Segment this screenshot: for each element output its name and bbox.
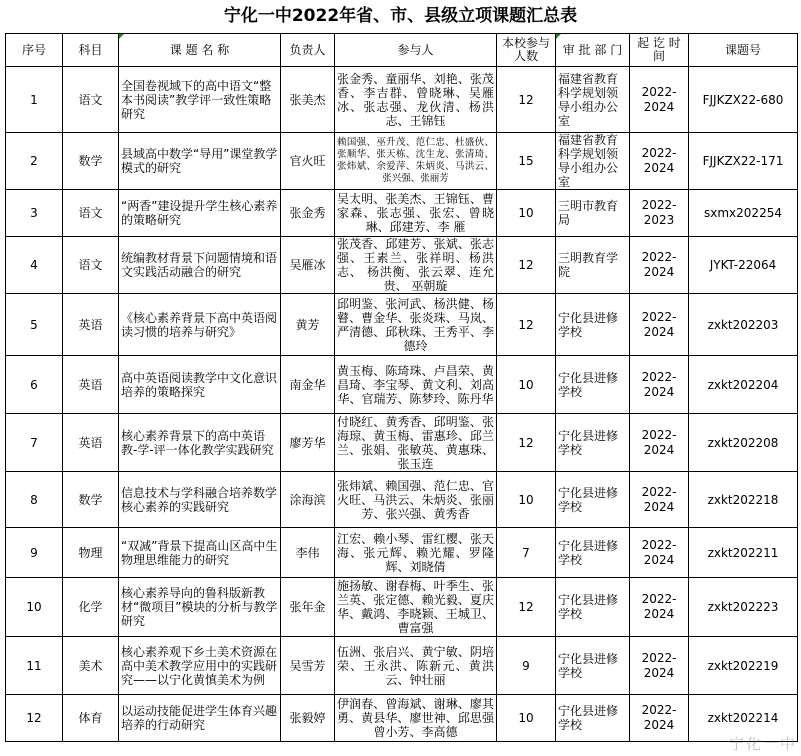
table-row [6,695,798,742]
header-name [119,34,281,67]
row-department: 宁化县进修学校 [556,637,630,695]
row-project-code: FJJKZX22-680 [689,67,798,133]
row-leader: 张金秀 [281,190,335,237]
table-row [6,294,798,356]
row-number: 1 [6,67,63,133]
row-leader: 黄芳 [281,294,335,356]
row-subject: 体育 [63,695,119,742]
table-row [6,578,798,637]
row-members: 张炜斌、赖国强、范仁忠、官火旺、马洪云、朱炳炎、张丽芳、张兴强、黄秀香 [335,472,497,528]
row-members: 付晓红、黄秀香、邱明鉴、张海琼、黄玉梅、雷惠珍、邱兰兰、张娟、张敏英、黄惠珠、张玉连 [335,414,497,472]
row-number: 11 [6,637,63,695]
row-project-name: 信息技术与学科融合培养数学核心素养的实践研究 [119,472,281,528]
row-leader: 吴雁冰 [281,237,335,294]
table-row [6,414,798,472]
row-department: 宁化县进修学校 [556,414,630,472]
row-project-name: 全国卷视域下的高中语文“整本书阅读”教学评一致性策略研究 [119,67,281,133]
row-number: 6 [6,356,63,414]
row-department: 宁化县进修学校 [556,578,630,637]
row-member-count: 12 [497,67,556,133]
row-period: 2022-2024 [630,237,689,294]
row-number: 2 [6,133,63,190]
row-project-code: zxkt202219 [689,637,798,695]
row-project-name: 县域高中数学“导用”课堂教学模式的研究 [119,133,281,190]
row-department: 福建省教育科学规划领导小组办公室 [556,67,630,133]
row-project-code: FJJKZX22-171 [689,133,798,190]
row-period: 2022-2024 [630,472,689,528]
row-period: 2022-2024 [630,414,689,472]
header-dept [556,34,630,67]
row-subject: 英语 [63,294,119,356]
row-project-code: zxkt202214 [689,695,798,742]
watermark: 宁化一中 [728,735,797,753]
row-project-name: “两香”建设提升学生核心素养的策略研究 [119,190,281,237]
row-period: 2022-2024 [630,695,689,742]
row-project-code: zxkt202223 [689,578,798,637]
row-member-count: 12 [497,578,556,637]
row-leader: 张年金 [281,578,335,637]
row-period: 2022-2024 [630,67,689,133]
header-leader: 负责人 [281,34,335,67]
row-number: 7 [6,414,63,472]
row-leader: 廖芳华 [281,414,335,472]
header-subject: 科目 [63,34,119,67]
row-period: 2022-2024 [630,133,689,190]
row-department: 三明市教育局 [556,190,630,237]
row-project-code: zxkt202208 [689,414,798,472]
row-member-count: 12 [497,237,556,294]
table-row [6,190,798,237]
row-leader: 涂海滨 [281,472,335,528]
header-no: 序号 [6,34,63,67]
table-row [6,237,798,294]
row-leader: 南金华 [281,356,335,414]
row-number: 8 [6,472,63,528]
row-member-count: 10 [497,356,556,414]
row-project-name: 《核心素养背景下高中英语阅读习惯的培养与研究》 [119,294,281,356]
cell-marker [556,34,561,39]
row-members: 施扬敏、谢春梅、叶季生、张兰英、张定德、赖光毅、夏庆华、戴鸿、李晓颖、王城卫、曹富强 [335,578,497,637]
row-department: 福建省教育科学规划领导小组办公室 [556,133,630,190]
row-number: 5 [6,294,63,356]
row-project-code: zxkt202218 [689,472,798,528]
row-subject: 数学 [63,472,119,528]
row-members: 伊润春、曾海斌、谢琳、廖其勇、黄县华、廖世神、邱思强曾小芳、李高德 [335,695,497,742]
row-member-count: 12 [497,414,556,472]
row-subject: 英语 [63,356,119,414]
row-period: 2022-2024 [630,578,689,637]
row-department: 宁化县进修学校 [556,528,630,578]
row-project-name: 统编教材背景下问题情境和语文实践活动融合的研究 [119,237,281,294]
row-project-name: 高中英语阅读教学中文化意识培养的策略探究 [119,356,281,414]
row-project-code: sxmx202254 [689,190,798,237]
row-project-code: zxkt202203 [689,294,798,356]
row-subject: 语文 [63,190,119,237]
row-project-name: 核心素养观下乡土美术资源在高中美术教学应用中的实践研究——以宁化黄慎美术为例 [119,637,281,695]
row-subject: 化学 [63,578,119,637]
row-member-count: 10 [497,190,556,237]
row-department: 宁化县进修学校 [556,472,630,528]
row-project-code: zxkt202211 [689,528,798,578]
row-project-name: 以运动技能促进学生体育兴趣培养的行动研究 [119,695,281,742]
table-title: 宁化一中2022年省、市、县级立项课题汇总表 [223,6,578,26]
row-period: 2022-2024 [630,294,689,356]
row-number: 9 [6,528,63,578]
header-name-label: 课 题 名 称 [169,42,230,57]
cell-marker [119,34,124,39]
row-members: 吴太明、张美杰、王锦钰、曹家森、张志强、张宏、曾晓琳、邱建芳、李 雁 [335,190,497,237]
header-count: 本校参与人数 [497,34,556,67]
row-subject: 语文 [63,67,119,133]
header-period: 起 讫 时 间 [630,34,689,67]
row-number: 10 [6,578,63,637]
row-leader: 李伟 [281,528,335,578]
row-member-count: 12 [497,294,556,356]
header-code: 课题号 [689,34,798,67]
row-members: 伍洲、张启兴、黄宁敏、阴培荣、王永洪、陈新元、黄洪云、钟壮丽 [335,637,497,695]
row-project-name: “双减”背景下提高山区高中生物理思维能力的研究 [119,528,281,578]
row-subject: 美术 [63,637,119,695]
row-project-name: 核心素养背景下的高中英语教-学-评一体化教学实践研究 [119,414,281,472]
row-period: 2022-2024 [630,356,689,414]
table-row [6,356,798,414]
row-project-name: 核心素养导向的鲁科版新教材“微项目”模块的分析与教学研究 [119,578,281,637]
row-department: 三明教育学院 [556,237,630,294]
row-subject: 语文 [63,237,119,294]
row-members: 赖国强、巫升茂、范仁忠、杜盛伙、张顺华、张天栋、沈生龙、张清琦、张炜斌、余爱萍、朱炳炎、马洪云、张兴强、张丽芳 [335,133,497,190]
row-member-count: 15 [497,133,556,190]
row-leader: 张毅婷 [281,695,335,742]
header-row [6,34,798,67]
row-subject: 英语 [63,414,119,472]
row-period: 2022-2023 [630,190,689,237]
row-project-code: JYKT-22064 [689,237,798,294]
row-members: 张茂香、邱建芳、张斌、张志强、王素兰、张祥明、杨洪志、 杨洪衡、张云翠、连允贵、 巫朝璇 [335,237,497,294]
table-row [6,133,798,190]
row-period: 2022-2024 [630,528,689,578]
row-leader: 吴雪芳 [281,637,335,695]
row-member-count: 10 [497,695,556,742]
row-subject: 数学 [63,133,119,190]
row-member-count: 9 [497,637,556,695]
row-members: 邱明鉴、张河武、杨洪健、杨瞽、曹金华、张炎珠、马岚、 严清德、邱秋珠、王秀平、李德玲 [335,294,497,356]
row-project-code: zxkt202204 [689,356,798,414]
table-row [6,528,798,578]
row-leader: 官火旺 [281,133,335,190]
table-row [6,637,798,695]
row-members: 江宏、赖小琴、雷红樱、张天海、张元辉、赖光耀、罗隆辉、刘晓倩 [335,528,497,578]
row-leader: 张美杰 [281,67,335,133]
table-row [6,472,798,528]
table-row [6,67,798,133]
header-dept-label: 审 批 部 门 [562,42,623,57]
row-number: 12 [6,695,63,742]
row-department: 宁化县进修学校 [556,294,630,356]
row-number: 3 [6,190,63,237]
row-member-count: 10 [497,472,556,528]
row-members: 黄玉梅、陈琦珠、卢昌荣、黄昌琦、李宝琴、黄文利、刘高华、官瑞芳、陈梦玲、陈丹华 [335,356,497,414]
row-members: 张金秀、童丽华、刘艳、张茂香、李吉群、曾晓琳、吴雁冰、张志强、龙伙清、杨洪志、王锦钰 [335,67,497,133]
row-number: 4 [6,237,63,294]
row-department: 宁化县进修学校 [556,695,630,742]
row-subject: 物理 [63,528,119,578]
header-members: 参与人 [335,34,497,67]
project-summary-table [5,33,798,742]
row-department: 宁化县进修学校 [556,356,630,414]
row-period: 2022-2024 [630,637,689,695]
row-member-count: 7 [497,528,556,578]
